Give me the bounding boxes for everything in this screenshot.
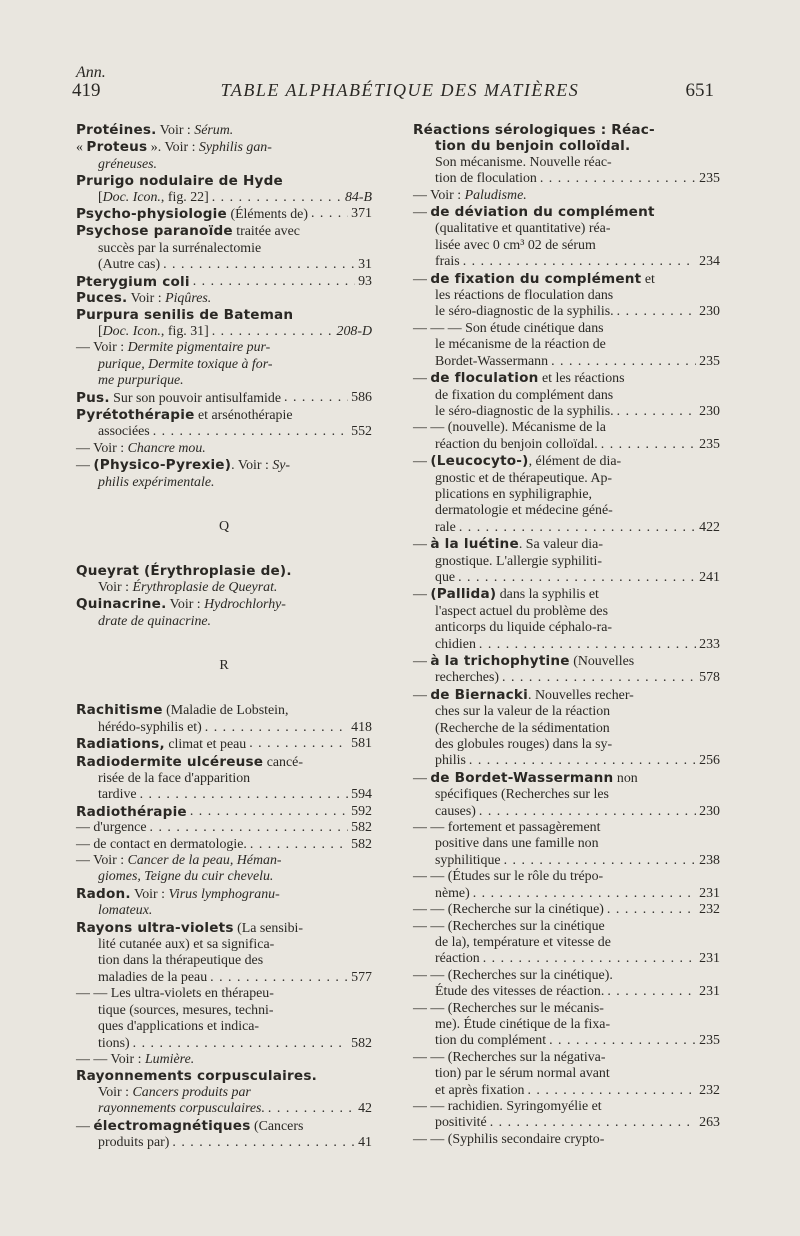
index-entry: — à la luétine. Sa valeur dia- gnostique. L'allergie syphiliti- que . . . 241 (413, 536, 720, 586)
index-entry: Rayonnements corpusculaires. Voir : Cancers produits par rayonnements corpusculaires. . . . 42 (76, 1068, 372, 1117)
index-entry: Psycho-physiologie (Éléments de) . . . 371 (76, 206, 372, 223)
index-entry: Psychose paranoïde traitée avec succès par la surrénalectomie (Autre cas) . . . 31 (76, 223, 372, 273)
index-entry: Queyrat (Érythroplasie de). Voir : Érythroplasie de Queyrat. (76, 563, 292, 595)
index-entry: — — (Syphilis secondaire crypto- (413, 1131, 605, 1147)
index-entry: — de contact en dermatologie. . . . 582 (76, 837, 372, 853)
index-entry: — de fixation du complément et les réactions de floculation dans le séro-diagnostic de la syphilis. . . . 230 (413, 271, 720, 321)
index-entry: — de déviation du complément (qualitative et quantitative) réa- lisée avec 0 cm³ 02 de sérum frais . . . 234 (413, 204, 720, 271)
page-number-right: 651 (685, 80, 714, 101)
index-entry: — de floculation et les réactions de fixation du complément dans le séro-diagnostic de la syphilis. . . . 230 (413, 370, 720, 420)
index-entry: Pterygium coli . . . 93 (76, 274, 372, 290)
index-entry: — Voir : Paludisme. (413, 187, 527, 203)
index-entry: Réactions sérologiques : Réac- tion du benjoin colloïdal. Son mécanisme. Nouvelle réac- tion de floculation . . . 235 (413, 122, 720, 188)
index-entry: Purpura senilis de Bateman [Doc. Icon., fig. 31] . . . 208-D (76, 307, 372, 340)
index-entry: Radiations, climat et peau . . . 581 (76, 736, 372, 753)
index-entry: — — (Recherches sur la négativa- tion) par le sérum normal avant et après fixation . . . 232 (413, 1050, 720, 1099)
index-entry: — de Bordet-Wassermann non spécifiques (Recherches sur les causes) . . . 230 (413, 770, 720, 820)
index-entry: Rachitisme (Maladie de Lobstein, hérédo-syphilis et) . . . 418 (76, 702, 372, 736)
index-entry: — — (Recherches sur le mécanis- me). Étude cinétique de la fixa- tion du complément . . . 235 (413, 1001, 720, 1050)
page-number-left: 419 (72, 80, 101, 101)
index-entry: — — — Son étude cinétique dans le mécanisme de la réaction de Bordet-Wassermann . . . 235 (413, 321, 720, 370)
index-entry: — (Physico-Pyrexie). Voir : Sy- philis expérimentale. (76, 457, 291, 490)
index-entry: Prurigo nodulaire de Hyde [Doc. Icon., fig. 22] . . . 84-B (76, 173, 372, 206)
left-column (76, 122, 372, 1151)
page-title: TABLE ALPHABÉTIQUE DES MATIÈRES (220, 80, 580, 100)
index-entry: — — Voir : Lumière. (76, 1051, 195, 1067)
index-entry: Radiothérapie . . . 592 (76, 804, 372, 820)
index-entry: — — fortement et passagèrement positive dans une famille non syphilitique . . . 238 (413, 820, 720, 869)
section-letter-r: R (219, 657, 229, 673)
index-entry: — d'urgence . . . 582 (76, 820, 372, 836)
index-entry: — Voir : Dermite pigmentaire pur- purique, Dermite toxique à for- me purpurique. (76, 340, 273, 389)
running-head-ann: Ann. (76, 64, 106, 81)
index-entry: — — (Recherche sur la cinétique) . . . 232 (413, 902, 720, 918)
index-entry: — à la trichophytine (Nouvelles recherches) . . . 578 (413, 653, 720, 687)
right-column (413, 122, 720, 1148)
index-entry: Radon. Voir : Virus lymphogranu- lomateux. (76, 885, 280, 919)
index-entry: Rayons ultra-violets (La sensibi- lité cutanée aux) et sa significa- tion dans la thérapeutique des maladies de la peau . . . 577 (76, 920, 372, 987)
index-entry: Radiodermite ulcéreuse cancé- risée de la face d'apparition tardive . . . 594 (76, 754, 372, 804)
index-entry: — — (Études sur le rôle du trépo- nème) . . . 231 (413, 869, 720, 902)
index-entry: — (Leucocyto-), élément de dia- gnostic et de thérapeutique. Ap- plications en syphiligraphie, dermatologie et médecine géné- rale . . . 422 (413, 453, 720, 536)
index-entry: — Voir : Chancre mou. (76, 440, 206, 456)
index-entry: Protéines. Voir : Sérum. (76, 122, 234, 138)
index-entry: — de Biernacki. Nouvelles recher- ches sur la valeur de la réaction (Recherche de la sédimentation des globules rouges) dans la sy- philis . . . 256 (413, 687, 720, 770)
index-entry: « Proteus ». Voir : Syphilis gan- gréneuses. (76, 139, 272, 172)
index-entry: — — Les ultra-violets en thérapeu- tique (sources, mesures, techni- ques d'applications et indica- tions) . . . 582 (76, 986, 372, 1052)
section-letter-q: Q (218, 518, 230, 534)
index-entry: — — (Recherches sur la cinétique de la), température et vitesse de réaction . . . 231 (413, 919, 720, 968)
index-entry: Pus. Sur son pouvoir antisulfamide . . . 586 (76, 390, 372, 407)
index-entry: Puces. Voir : Piqûres. (76, 290, 212, 307)
index-entry: — — rachidien. Syringomyélie et positivité . . . 263 (413, 1099, 720, 1132)
index-entry: Quinacrine. Voir : Hydrochlorhy- drate de quinacrine. (76, 596, 286, 629)
index-entry: — (Pallida) dans la syphilis et l'aspect actuel du problème des anticorps du liquide céphalo-ra- chidien . . . 233 (413, 586, 720, 653)
index-entry: — — (Recherches sur la cinétique). Étude des vitesses de réaction. . . . 231 (413, 968, 720, 1001)
index-entry: — Voir : Cancer de la peau, Héman- giomes, Teigne du cuir chevelu. (76, 853, 282, 885)
index-entry: — électromagnétiques (Cancers produits par) . . . 41 (76, 1118, 372, 1152)
index-entry: Pyrétothérapie et arsénothérapie associées . . . 552 (76, 407, 372, 441)
index-entry: — — (nouvelle). Mécanisme de la réaction du benjoin colloïdal. . . . 235 (413, 420, 720, 453)
